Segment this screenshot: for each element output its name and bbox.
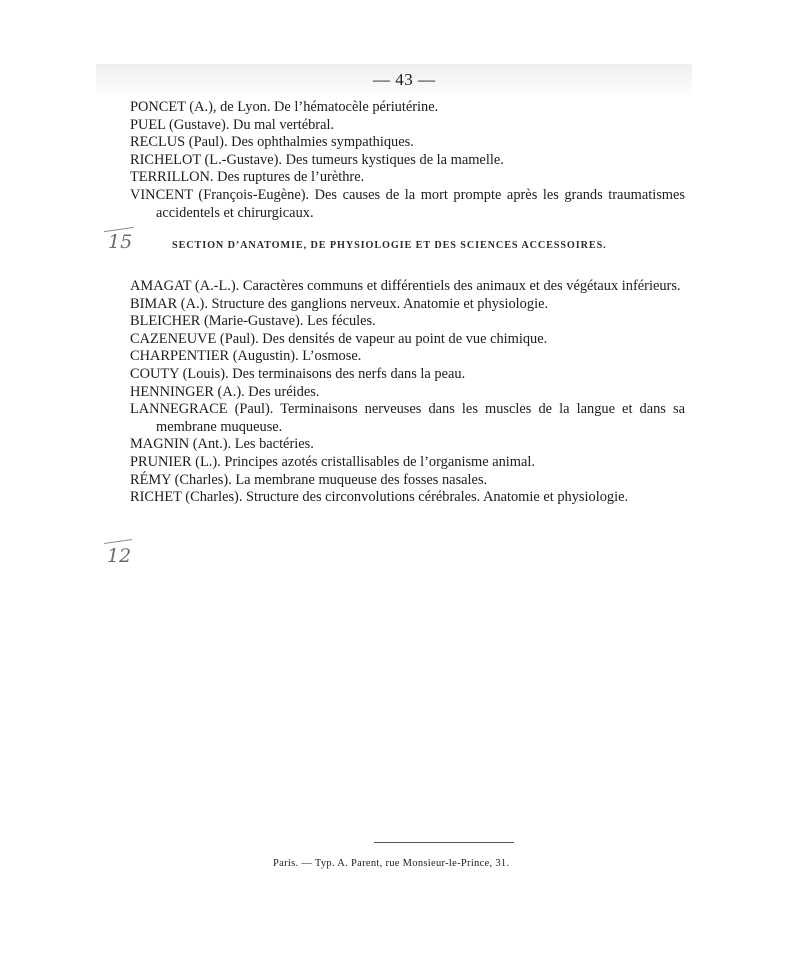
list-item: PUEL (Gustave). Du mal vertébral.	[130, 116, 335, 133]
list-item: RÉMY (Charles). La membrane muqueuse des fosses nasales.	[130, 471, 488, 488]
list-item: VINCENT (François-Eugène). Des causes de la mort prompte après les grands traumatismes accidentels et chirurgicaux.	[130, 186, 685, 221]
list-item: RICHET (Charles). Structure des circonvolutions cérébrales. Anatomie et physiologie.	[130, 489, 629, 506]
handwritten-stroke	[104, 539, 132, 544]
list-item: PONCET (A.), de Lyon. De l’hématocèle périutérine.	[130, 99, 439, 115]
page-number: — 43 —	[373, 70, 436, 89]
section-heading: SECTION D’ANATOMIE, DE PHYSIOLOGIE ET DES SCIENCES ACCESSOIRES.	[172, 240, 607, 251]
handwritten-note: 15	[108, 231, 133, 253]
list-item: BLEICHER (Marie-Gustave). Les fécules.	[130, 313, 376, 330]
list-item: COUTY (Louis). Des terminaisons des nerfs dans la peau.	[130, 365, 466, 382]
list-item: PRUNIER (L.). Principes azotés cristallisables de l’organisme animal.	[130, 453, 535, 470]
printer-imprint: Paris. — Typ. A. Parent, rue Monsieur-le-Prince, 31.	[273, 858, 510, 869]
entry-list-anatomy-section	[130, 278, 685, 507]
handwritten-note: 12	[107, 545, 132, 567]
list-item: CAZENEUVE (Paul). Des densités de vapeur au point de vue chimique.	[130, 330, 548, 347]
list-item: CHARPENTIER (Augustin). L’osmose.	[130, 348, 362, 365]
list-item: AMAGAT (A.-L.). Caractères communs et différentiels des animaux et des végétaux inférieurs.	[130, 278, 681, 294]
entry-list-preceding-section	[130, 99, 685, 222]
list-item: RICHELOT (L.-Gustave). Des tumeurs kystiques de la mamelle.	[130, 151, 504, 168]
list-item: TERRILLON. Des ruptures de l’urèthre.	[130, 169, 365, 186]
list-item: BIMAR (A.). Structure des ganglions nerveux. Anatomie et physiologie.	[130, 295, 549, 312]
footer-divider	[374, 842, 514, 843]
list-item: HENNINGER (A.). Des uréides.	[130, 383, 320, 400]
list-item: MAGNIN (Ant.). Les bactéries.	[130, 436, 314, 453]
list-item: LANNEGRACE (Paul). Terminaisons nerveuses dans les muscles de la langue et dans sa membrane muqueuse.	[130, 401, 685, 435]
list-item: RECLUS (Paul). Des ophthalmies sympathiques.	[130, 134, 414, 151]
